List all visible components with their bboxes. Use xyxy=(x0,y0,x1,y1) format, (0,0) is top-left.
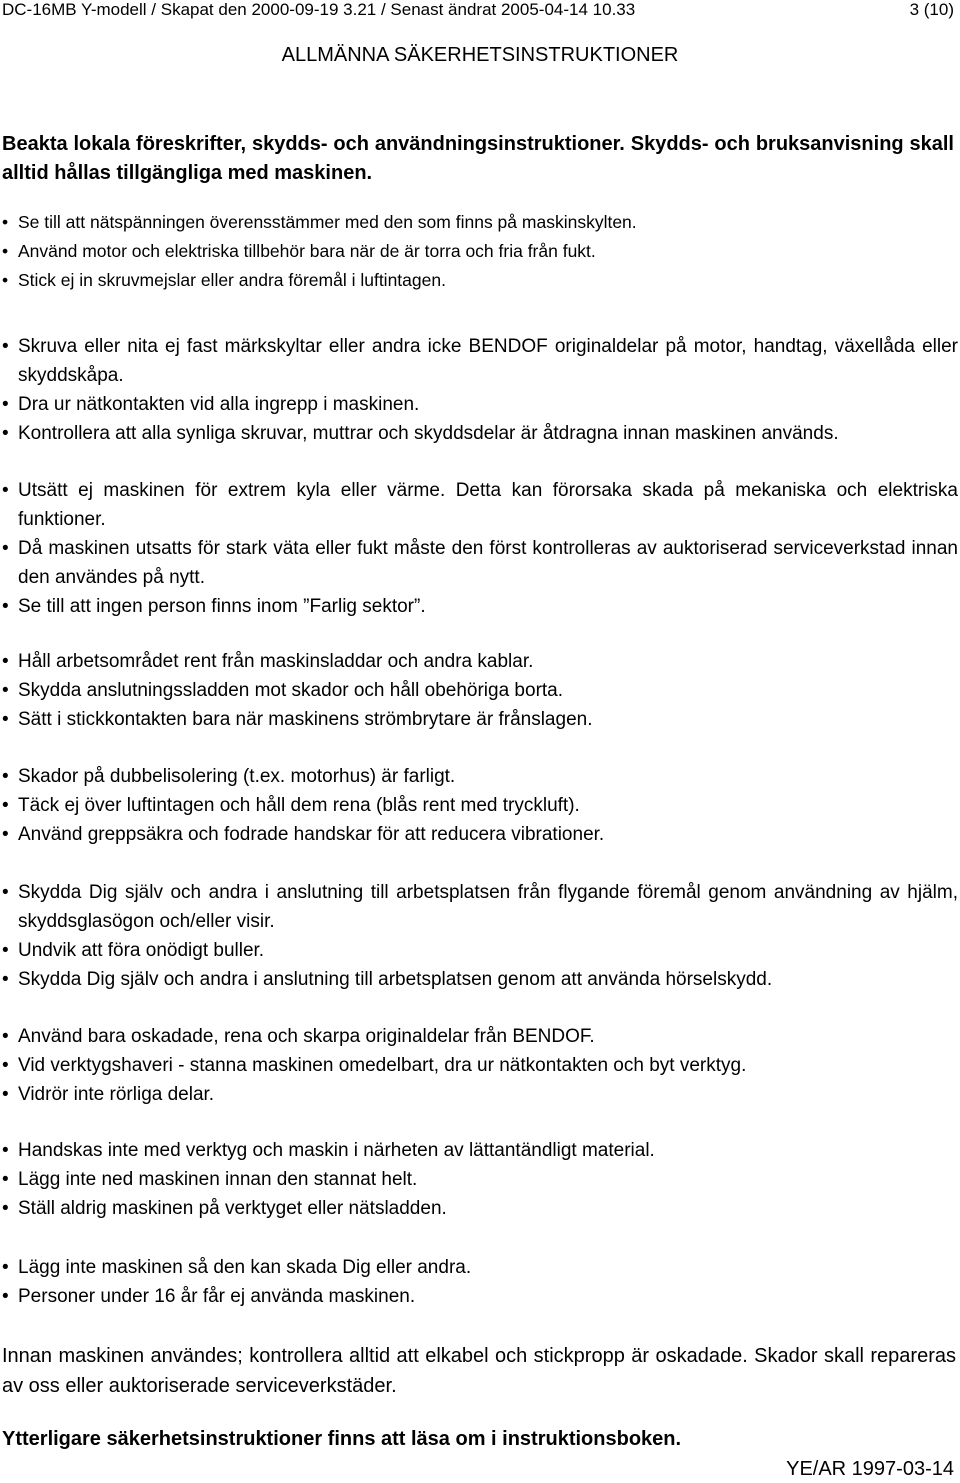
list-item-text: Vidrör inte rörliga delar. xyxy=(18,1084,215,1105)
list-item xyxy=(0,762,958,791)
list-item-text: Personer under 16 år får ej använda maskinen. xyxy=(18,1286,416,1307)
list-item-text: Håll arbetsområdet rent från maskinsladdar och andra kablar. xyxy=(18,651,534,672)
bullet-icon: • xyxy=(2,596,9,617)
list-item xyxy=(0,965,958,994)
list-item-text: Skydda anslutningssladden mot skador och håll obehöriga borta. xyxy=(18,680,564,701)
bullet-icon: • xyxy=(2,480,9,501)
list-item-text: Sätt i stickkontakten bara när maskinens strömbrytare är frånslagen. xyxy=(18,709,593,730)
list-item xyxy=(0,1194,958,1223)
bullet-group xyxy=(0,332,958,448)
list-item xyxy=(0,1051,958,1080)
list-item-text: Handskas inte med verktyg och maskin i närheten av lättantändligt material. xyxy=(18,1140,655,1161)
list-item xyxy=(0,266,958,295)
list-item-text: Använd motor och elektriska tillbehör bara när de är torra och fria från fukt. xyxy=(18,241,596,261)
bullet-icon: • xyxy=(2,1140,9,1161)
final-note: Ytterligare säkerhetsinstruktioner finns att läsa om i instruktionsboken. xyxy=(2,1428,682,1450)
bullet-icon: • xyxy=(2,651,9,672)
bullet-icon: • xyxy=(2,709,9,730)
bullet-group xyxy=(0,647,958,734)
page-number: 3 (10) xyxy=(909,0,954,19)
bullet-icon: • xyxy=(2,423,9,444)
list-item xyxy=(0,705,958,734)
page-title: ALLMÄNNA SÄKERHETSINSTRUKTIONER xyxy=(281,44,679,66)
list-item xyxy=(0,419,958,448)
bullet-icon: • xyxy=(2,212,9,232)
list-item xyxy=(0,1282,958,1311)
bullet-icon: • xyxy=(2,940,9,961)
list-item-text: Använd bara oskadade, rena och skarpa originaldelar från BENDOF. xyxy=(18,1026,595,1047)
bullet-icon: • xyxy=(2,795,9,816)
bullet-icon: • xyxy=(2,766,9,787)
bullet-icon: • xyxy=(2,969,9,990)
bullet-icon: • xyxy=(2,241,9,261)
bullet-icon: • xyxy=(2,680,9,701)
list-item xyxy=(0,936,958,965)
list-item-text: Kontrollera att alla synliga skruvar, muttrar och skyddsdelar är åtdragna innan maskinen används. xyxy=(18,423,839,444)
document-footer: YE/AR 1997-03-14 xyxy=(786,1458,954,1480)
list-item-text: Lägg inte maskinen så den kan skada Dig eller andra. xyxy=(18,1257,472,1278)
bullet-group xyxy=(0,762,958,849)
bullet-icon: • xyxy=(2,270,9,290)
list-item-text: Skydda Dig själv och andra i anslutning till arbetsplatsen från flygande föremål genom användning av hjälm, skyddsglasögon och/eller visir. xyxy=(18,882,958,932)
list-item-text: Använd greppsäkra och fodrade handskar för att reducera vibrationer. xyxy=(18,824,605,845)
list-item xyxy=(0,237,958,266)
list-item-text: Skydda Dig själv och andra i anslutning till arbetsplatsen genom att använda hörselskydd. xyxy=(18,969,773,990)
bullet-group xyxy=(0,1253,958,1311)
bullet-icon: • xyxy=(2,1084,9,1105)
bullet-icon: • xyxy=(2,1257,9,1278)
list-item xyxy=(0,820,958,849)
list-item-text: Undvik att föra onödigt buller. xyxy=(18,940,265,961)
bullet-icon: • xyxy=(2,882,9,903)
bullet-icon: • xyxy=(2,394,9,415)
bullet-group xyxy=(0,208,958,295)
list-item-text: Stick ej in skruvmejslar eller andra föremål i luftintagen. xyxy=(18,270,446,290)
list-item-text: Dra ur nätkontakten vid alla ingrepp i maskinen. xyxy=(18,394,420,415)
list-item xyxy=(0,1165,958,1194)
bullet-icon: • xyxy=(2,336,9,357)
bullet-icon: • xyxy=(2,1026,9,1047)
bullet-group xyxy=(0,476,958,621)
list-item xyxy=(0,208,958,237)
list-item-text: Ställ aldrig maskinen på verktyget eller nätsladden. xyxy=(18,1198,447,1219)
list-item-text: Lägg inte ned maskinen innan den stannat helt. xyxy=(18,1169,418,1190)
list-item-text: Skador på dubbelisolering (t.ex. motorhus) är farligt. xyxy=(18,766,456,787)
bullet-icon: • xyxy=(2,1198,9,1219)
list-item-text: Se till att ingen person finns inom ”Farlig sektor”. xyxy=(18,596,426,617)
bullet-group xyxy=(0,1022,958,1109)
list-item xyxy=(0,878,958,936)
list-item xyxy=(0,1080,958,1109)
list-item xyxy=(0,647,958,676)
list-item xyxy=(0,592,958,621)
list-item xyxy=(0,1253,958,1282)
bullet-icon: • xyxy=(2,538,9,559)
list-item-text: Täck ej över luftintagen och håll dem rena (blås rent med tryckluft). xyxy=(18,795,580,816)
bullet-group xyxy=(0,878,958,994)
list-item xyxy=(0,676,958,705)
bullet-icon: • xyxy=(2,1286,9,1307)
bullet-group xyxy=(0,1136,958,1223)
closing-paragraph: Innan maskinen användes; kontrollera alltid att elkabel och stickpropp är oskadade. Skador skall repareras av oss eller auktoriserade serviceverkstäder. xyxy=(2,1345,956,1397)
list-item-text: Skruva eller nita ej fast märkskyltar eller andra icke BENDOF originaldelar på motor, handtag, växellåda eller skyddskåpa. xyxy=(18,336,958,386)
bullet-icon: • xyxy=(2,824,9,845)
bullet-icon: • xyxy=(2,1169,9,1190)
list-item xyxy=(0,791,958,820)
list-item xyxy=(0,1022,958,1051)
list-item-text: Vid verktygshaveri - stanna maskinen omedelbart, dra ur nätkontakten och byt verktyg. xyxy=(18,1055,747,1076)
list-item-text: Då maskinen utsatts för stark väta eller fukt måste den först kontrolleras av auktoriserad serviceverkstad innan den användes på nytt. xyxy=(18,538,958,588)
list-item-text: Utsätt ej maskinen för extrem kyla eller värme. Detta kan förorsaka skada på mekaniska och elektriska funktioner. xyxy=(18,480,958,530)
list-item xyxy=(0,1136,958,1165)
list-item xyxy=(0,534,958,592)
list-item xyxy=(0,332,958,390)
list-item xyxy=(0,390,958,419)
list-item xyxy=(0,476,958,534)
bullet-icon: • xyxy=(2,1055,9,1076)
document-header: DC-16MB Y-modell / Skapat den 2000-09-19 3.21 / Senast ändrat 2005-04-14 10.33 xyxy=(2,0,636,19)
intro-paragraph: Beakta lokala föreskrifter, skydds- och användningsinstruktioner. Skydds- och bruksanvisning skall alltid hållas tillgängliga med maskinen. xyxy=(2,133,954,184)
list-item-text: Se till att nätspänningen överensstämmer med den som finns på maskinskylten. xyxy=(18,212,637,232)
